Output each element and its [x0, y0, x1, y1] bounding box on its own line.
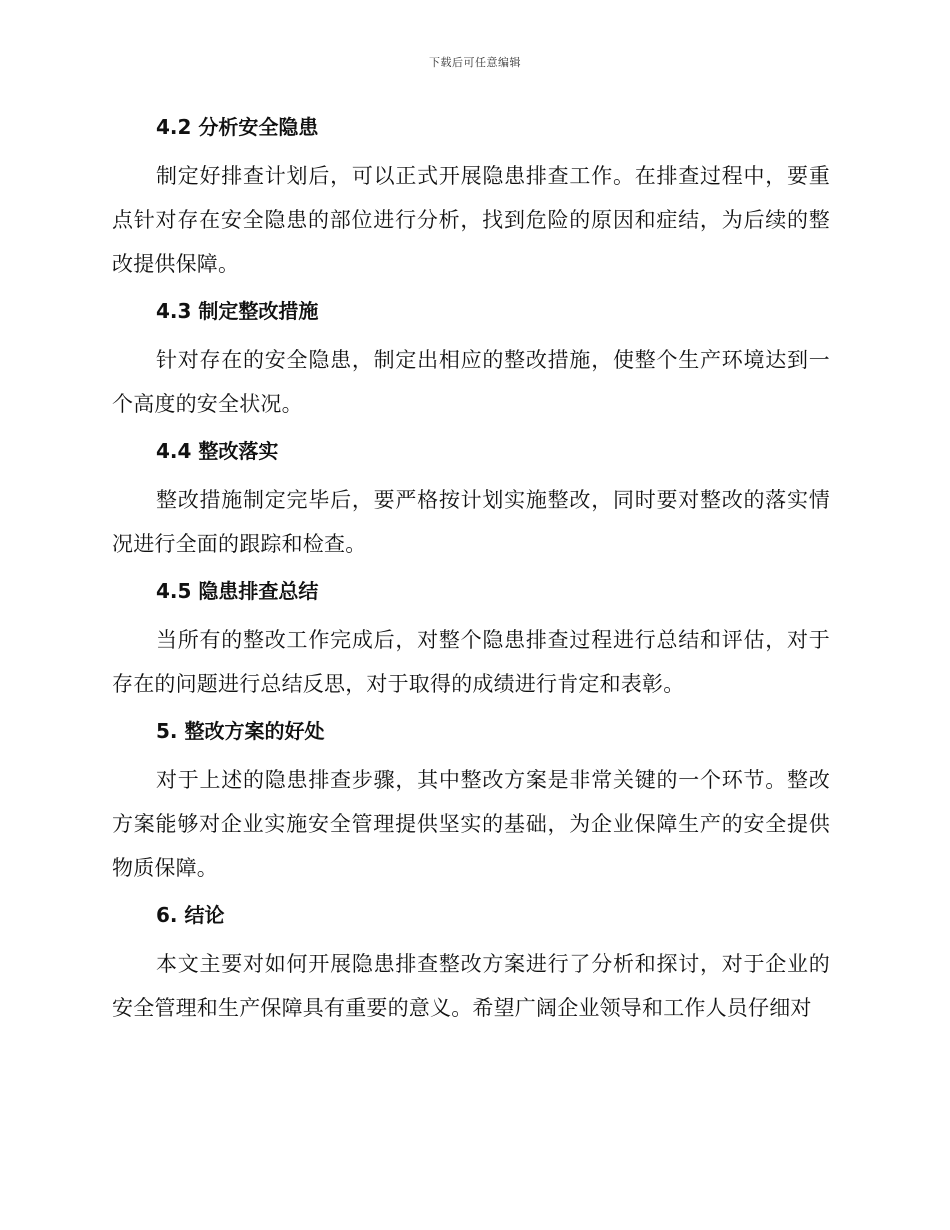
page-header: 下载后可任意编辑	[429, 56, 521, 69]
section-6	[112, 896, 830, 1030]
section-heading: 4.5 隐患排查总结	[156, 579, 319, 603]
section-4-3	[112, 292, 830, 426]
section-4-5	[112, 572, 830, 706]
section-heading: 4.3 制定整改措施	[156, 299, 319, 323]
section-paragraph: 对于上述的隐患排查步骤，其中整改方案是非常关键的一个环节。整改方案能够对企业实施安全管理提供坚实的基础，为企业保障生产的安全提供物质保障。	[112, 768, 830, 880]
section-heading: 6. 结论	[156, 903, 225, 927]
section-heading: 4.2 分析安全隐患	[156, 115, 319, 139]
section-paragraph: 整改措施制定完毕后，要严格按计划实施整改，同时要对整改的落实情况进行全面的跟踪和检查。	[112, 488, 830, 556]
section-paragraph: 当所有的整改工作完成后，对整个隐患排查过程进行总结和评估，对于存在的问题进行总结反思，对于取得的成绩进行肯定和表彰。	[112, 628, 830, 696]
section-5	[112, 712, 830, 890]
section-paragraph: 本文主要对如何开展隐患排查整改方案进行了分析和探讨，对于企业的安全管理和生产保障具有重要的意义。希望广阔企业领导和工作人员仔细对	[112, 952, 830, 1020]
section-heading: 5. 整改方案的好处	[156, 719, 325, 743]
section-paragraph: 制定好排查计划后，可以正式开展隐患排查工作。在排查过程中，要重点针对存在安全隐患的部位进行分析，找到危险的原因和症结，为后续的整改提供保障。	[112, 164, 830, 276]
section-paragraph: 针对存在的安全隐患，制定出相应的整改措施，使整个生产环境达到一个高度的安全状况。	[112, 348, 830, 416]
section-4-4	[112, 432, 830, 566]
document-body	[112, 108, 830, 1036]
section-4-2	[112, 108, 830, 286]
section-heading: 4.4 整改落实	[156, 439, 279, 463]
